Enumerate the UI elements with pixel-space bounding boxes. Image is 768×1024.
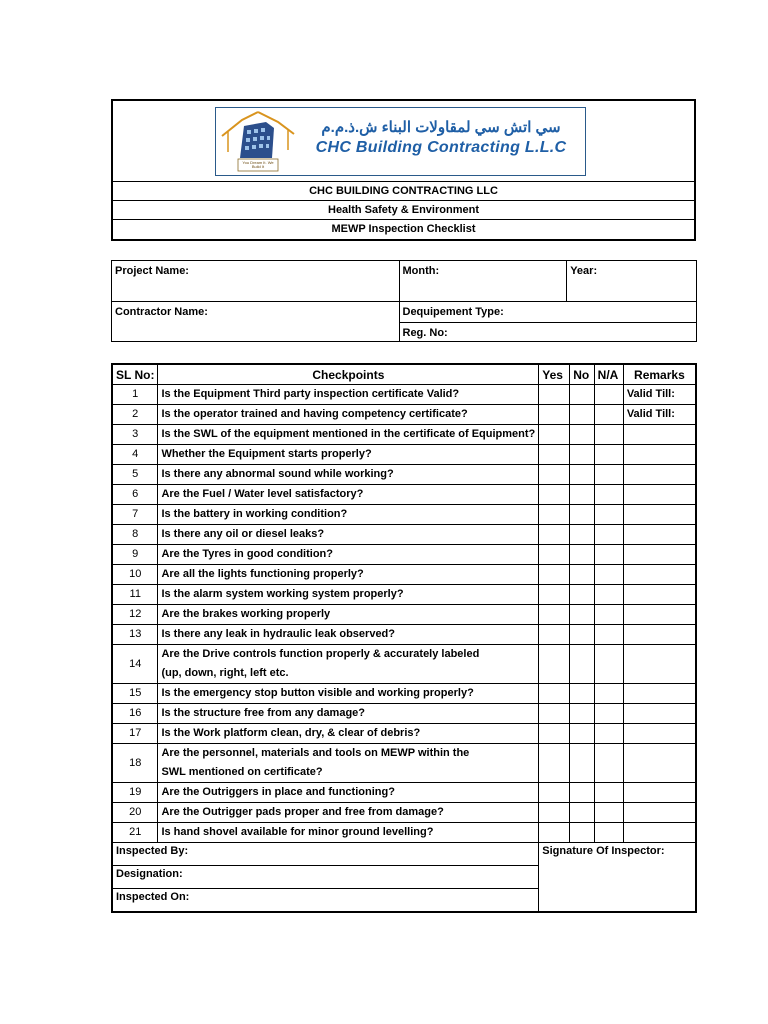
checkpoint-line: Are the personnel, materials and tools on MEWP within the (161, 747, 470, 759)
checklist-row (112, 385, 696, 405)
remarks-cell[interactable] (623, 585, 696, 605)
checklist-row (112, 684, 696, 704)
contractor-name-field[interactable]: Contractor Name: (112, 302, 400, 342)
row-number: 13 (112, 625, 158, 645)
checkpoint-text (158, 385, 539, 405)
checkpoint-line: Is the SWL of the equipment mentioned in the certificate of Equipment? (161, 428, 536, 440)
row-number: 3 (112, 425, 158, 445)
checkpoint-text (158, 783, 539, 803)
remarks-cell[interactable] (623, 465, 696, 485)
row-number: 11 (112, 585, 158, 605)
yes-cell[interactable] (539, 704, 570, 724)
checkpoint-line: Are the Fuel / Water level satisfactory? (161, 488, 364, 500)
form-title: MEWP Inspection Checklist (113, 219, 694, 238)
equipment-type-field[interactable]: Dequipement Type: (399, 302, 697, 323)
checklist-table (111, 363, 697, 913)
yes-cell[interactable] (539, 565, 570, 585)
remarks-cell[interactable] (623, 625, 696, 645)
row-number: 18 (112, 744, 158, 783)
yes-cell[interactable] (539, 803, 570, 823)
yes-cell[interactable] (539, 724, 570, 744)
na-cell[interactable] (594, 645, 623, 684)
row-number: 21 (112, 823, 158, 843)
checklist-row (112, 425, 696, 445)
remarks-cell[interactable] (623, 803, 696, 823)
yes-cell[interactable] (539, 585, 570, 605)
na-cell[interactable] (594, 744, 623, 783)
checkpoint-line-2: (up, down, right, left etc. (161, 667, 289, 679)
no-cell[interactable] (570, 445, 594, 465)
checkpoint-line: Is there any oil or diesel leaks? (161, 528, 325, 540)
row-number: 7 (112, 505, 158, 525)
checkpoint-text (158, 605, 539, 625)
row-number: 2 (112, 405, 158, 425)
col-sl: SL No: (112, 364, 158, 385)
department-title: Health Safety & Environment (113, 200, 694, 219)
checkpoint-line: Is the structure free from any damage? (161, 707, 366, 719)
yes-cell[interactable] (539, 485, 570, 505)
yes-cell[interactable] (539, 605, 570, 625)
row-number: 12 (112, 605, 158, 625)
yes-cell[interactable] (539, 505, 570, 525)
row-number: 1 (112, 385, 158, 405)
remarks-cell[interactable] (623, 724, 696, 744)
row-number: 8 (112, 525, 158, 545)
remarks-cell[interactable] (623, 605, 696, 625)
no-cell[interactable] (570, 525, 594, 545)
checkpoint-text (158, 645, 539, 684)
checkpoint-line-2: SWL mentioned on certificate? (161, 766, 323, 778)
checkpoint-text (158, 744, 539, 783)
row-number: 20 (112, 803, 158, 823)
checkpoint-text (158, 803, 539, 823)
form-header (111, 99, 696, 241)
no-cell[interactable] (570, 823, 594, 843)
checkpoint-text (158, 545, 539, 565)
yes-cell[interactable] (539, 465, 570, 485)
checklist-row (112, 744, 696, 783)
checklist-row (112, 445, 696, 465)
yes-cell[interactable] (539, 385, 570, 405)
no-cell[interactable] (570, 585, 594, 605)
checkpoint-line: Are the brakes working properly (161, 608, 331, 620)
remarks-cell[interactable] (623, 525, 696, 545)
remarks-cell[interactable]: Valid Till: (623, 405, 696, 425)
checkpoint-text (158, 724, 539, 744)
logo-tagline: You Dream It. We Build It (242, 160, 274, 169)
yes-cell[interactable] (539, 405, 570, 425)
checklist-row (112, 545, 696, 565)
checklist-row (112, 485, 696, 505)
remarks-cell[interactable] (623, 783, 696, 803)
designation-field[interactable]: Designation: (112, 866, 539, 889)
checkpoint-text (158, 445, 539, 465)
yes-cell[interactable] (539, 645, 570, 684)
remarks-cell[interactable] (623, 445, 696, 465)
no-cell[interactable] (570, 465, 594, 485)
checkpoint-line: Are the Outriggers in place and functioning? (161, 786, 395, 798)
checklist-row (112, 704, 696, 724)
na-cell[interactable] (594, 405, 623, 425)
remarks-cell[interactable] (623, 645, 696, 684)
remarks-cell[interactable]: Valid Till: (623, 385, 696, 405)
no-cell[interactable] (570, 783, 594, 803)
footer-row (112, 843, 696, 866)
checkpoint-line: Are all the lights functioning properly? (161, 568, 364, 580)
checkpoint-line: Are the Outrigger pads proper and free from damage? (161, 806, 444, 818)
checkpoint-text (158, 585, 539, 605)
remarks-cell[interactable] (623, 545, 696, 565)
checklist-row (112, 625, 696, 645)
na-cell[interactable] (594, 505, 623, 525)
checkpoint-line: Are the Tyres in good condition? (161, 548, 333, 560)
remarks-cell[interactable] (623, 704, 696, 724)
checkpoint-line: Is the battery in working condition? (161, 508, 348, 520)
row-number: 6 (112, 485, 158, 505)
row-number: 9 (112, 545, 158, 565)
inspected-by-field[interactable]: Inspected By: (112, 843, 539, 866)
yes-cell[interactable] (539, 684, 570, 704)
na-cell[interactable] (594, 585, 623, 605)
col-no: No (570, 364, 594, 385)
na-cell[interactable] (594, 565, 623, 585)
na-cell[interactable] (594, 485, 623, 505)
checklist-row (112, 724, 696, 744)
checklist-row (112, 645, 696, 684)
no-cell[interactable] (570, 505, 594, 525)
row-number: 10 (112, 565, 158, 585)
checklist-row (112, 803, 696, 823)
checklist-rows (112, 385, 696, 843)
signature-field[interactable]: Signature Of Inspector: (539, 843, 696, 913)
no-cell[interactable] (570, 724, 594, 744)
no-cell[interactable] (570, 684, 594, 704)
month-field[interactable]: Month: (399, 261, 567, 302)
checkpoint-line: Is the alarm system working system properly? (161, 588, 404, 600)
na-cell[interactable] (594, 823, 623, 843)
na-cell[interactable] (594, 525, 623, 545)
yes-cell[interactable] (539, 525, 570, 545)
checkpoint-text (158, 823, 539, 843)
checkpoint-line: Whether the Equipment starts properly? (161, 448, 372, 460)
yes-cell[interactable] (539, 445, 570, 465)
checkpoint-text (158, 684, 539, 704)
remarks-cell[interactable] (623, 485, 696, 505)
na-cell[interactable] (594, 803, 623, 823)
no-cell[interactable] (570, 625, 594, 645)
no-cell[interactable] (570, 605, 594, 625)
na-cell[interactable] (594, 704, 623, 724)
checkpoint-text (158, 625, 539, 645)
col-checkpoints: Checkpoints (158, 364, 539, 385)
checkpoint-line: Is the Work platform clean, dry, & clear of debris? (161, 727, 421, 739)
reg-no-field[interactable]: Reg. No: (399, 323, 697, 342)
year-field[interactable]: Year: (567, 261, 697, 302)
checkpoint-line: Is the operator trained and having competency certificate? (161, 408, 468, 420)
remarks-cell[interactable] (623, 565, 696, 585)
yes-cell[interactable] (539, 425, 570, 445)
company-name-arabic: سي اتش سي لمقاولات البناء ش.ذ.م.م (321, 119, 561, 136)
checkpoint-text (158, 565, 539, 585)
yes-cell[interactable] (539, 783, 570, 803)
row-number: 19 (112, 783, 158, 803)
row-number: 4 (112, 445, 158, 465)
checklist-row (112, 525, 696, 545)
checklist-row (112, 605, 696, 625)
na-cell[interactable] (594, 684, 623, 704)
checkpoint-text (158, 465, 539, 485)
checklist-row (112, 783, 696, 803)
yes-cell[interactable] (539, 625, 570, 645)
checkpoint-line: Is hand shovel available for minor ground levelling? (161, 826, 434, 838)
checklist-row (112, 565, 696, 585)
no-cell[interactable] (570, 425, 594, 445)
col-remarks: Remarks (623, 364, 696, 385)
no-cell[interactable] (570, 405, 594, 425)
checkpoint-line: Is the Equipment Third party inspection certificate Valid? (161, 388, 460, 400)
col-na: N/A (594, 364, 623, 385)
no-cell[interactable] (570, 744, 594, 783)
row-number: 14 (112, 645, 158, 684)
na-cell[interactable] (594, 625, 623, 645)
na-cell[interactable] (594, 385, 623, 405)
project-info-table (111, 260, 697, 342)
project-name-field[interactable]: Project Name: (112, 261, 400, 302)
no-cell[interactable] (570, 385, 594, 405)
checkpoint-line: Are the Drive controls function properly & accurately labeled (161, 648, 480, 660)
checkpoint-text (158, 485, 539, 505)
checkpoint-text (158, 525, 539, 545)
remarks-cell[interactable] (623, 505, 696, 525)
no-cell[interactable] (570, 645, 594, 684)
na-cell[interactable] (594, 605, 623, 625)
checkpoint-line: Is there any abnormal sound while working? (161, 468, 394, 480)
checklist-row (112, 465, 696, 485)
checkpoint-text (158, 505, 539, 525)
no-cell[interactable] (570, 545, 594, 565)
row-number: 17 (112, 724, 158, 744)
yes-cell[interactable] (539, 545, 570, 565)
checkpoint-text (158, 425, 539, 445)
checklist-header-row (112, 364, 696, 385)
na-cell[interactable] (594, 465, 623, 485)
company-name: CHC Building Contracting L.L.C (315, 139, 567, 156)
checklist-row (112, 585, 696, 605)
checklist-row (112, 405, 696, 425)
row-number: 5 (112, 465, 158, 485)
no-cell[interactable] (570, 565, 594, 585)
na-cell[interactable] (594, 724, 623, 744)
checkpoint-text (158, 704, 539, 724)
no-cell[interactable] (570, 485, 594, 505)
na-cell[interactable] (594, 545, 623, 565)
no-cell[interactable] (570, 803, 594, 823)
company-title: CHC BUILDING CONTRACTING LLC (113, 181, 694, 200)
checklist-row (112, 823, 696, 843)
row-number: 16 (112, 704, 158, 724)
yes-cell[interactable] (539, 823, 570, 843)
row-number: 15 (112, 684, 158, 704)
checkpoint-line: Is there any leak in hydraulic leak observed? (161, 628, 395, 640)
checklist-row (112, 505, 696, 525)
checkpoint-line: Is the emergency stop button visible and working properly? (161, 687, 474, 699)
logo-area (113, 101, 694, 181)
remarks-cell[interactable] (623, 684, 696, 704)
col-yes: Yes (539, 364, 570, 385)
inspected-on-field[interactable]: Inspected On: (112, 889, 539, 913)
company-logo (215, 107, 586, 176)
remarks-cell[interactable] (623, 823, 696, 843)
remarks-cell[interactable] (623, 744, 696, 783)
no-cell[interactable] (570, 704, 594, 724)
na-cell[interactable] (594, 445, 623, 465)
yes-cell[interactable] (539, 744, 570, 783)
na-cell[interactable] (594, 425, 623, 445)
remarks-cell[interactable] (623, 425, 696, 445)
checkpoint-text (158, 405, 539, 425)
na-cell[interactable] (594, 783, 623, 803)
